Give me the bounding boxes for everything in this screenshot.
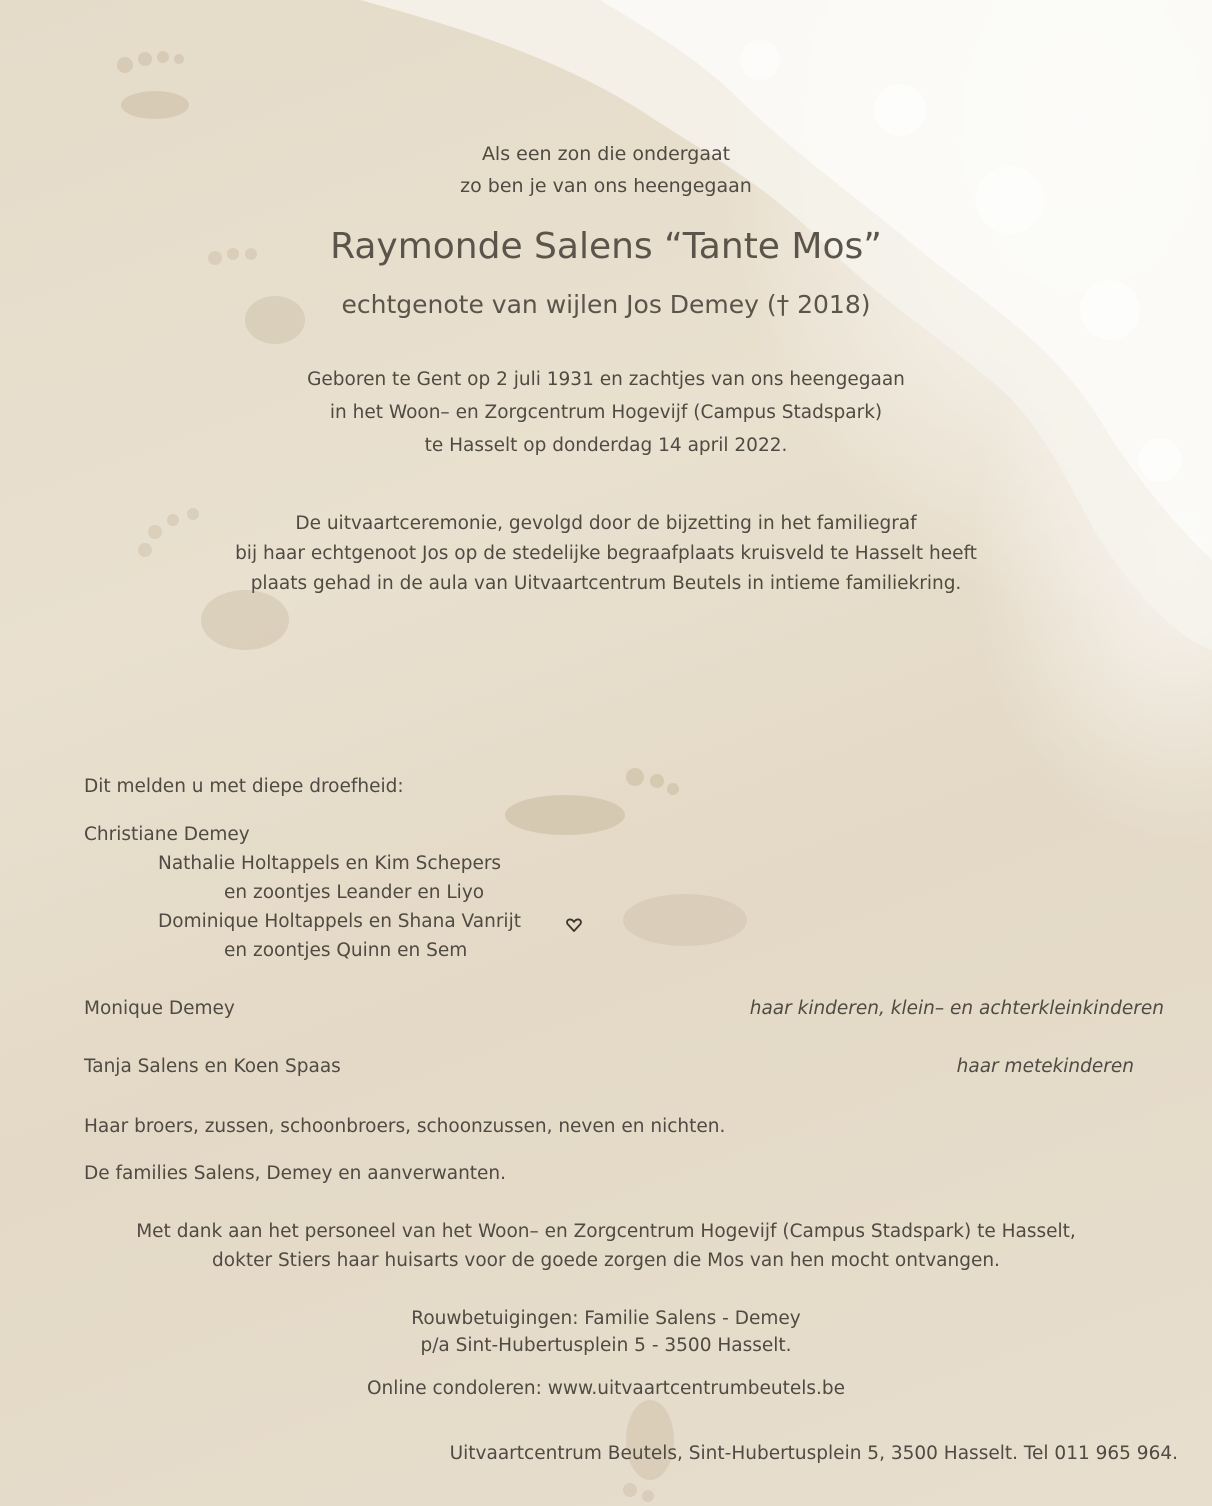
birth-line-3: te Hasselt op donderdag 14 april 2022. xyxy=(424,435,788,456)
families-line: De families Salens, Demey en aanverwanten. xyxy=(84,1163,507,1184)
grandchild-2: Dominique Holtappels en Shana Vanrijt xyxy=(158,911,521,932)
online-condolence: Online condoleren: www.uitvaartcentrumbeutels.be xyxy=(366,1378,846,1399)
footprint-icon xyxy=(495,765,695,855)
grandchild-1: Nathalie Holtappels en Kim Schepers xyxy=(158,853,502,874)
condolence-line-2: p/a Sint-Hubertusplein 5 - 3500 Hasselt. xyxy=(420,1335,792,1356)
footprint-icon xyxy=(610,860,760,980)
birth-line-1: Geboren te Gent op 2 juli 1931 en zachtjes van ons heengegaan xyxy=(307,369,905,390)
condolence-line-1: Rouwbetuigingen: Familie Salens - Demey xyxy=(411,1308,801,1329)
funeral-home-footer: Uitvaartcentrum Beutels, Sint-Hubertusplein 5, 3500 Hasselt. Tel 011 965 964. xyxy=(449,1443,1178,1464)
ceremony-line-3: plaats gehad in de aula van Uitvaartcentrum Beutels in intieme familiekring. xyxy=(250,573,962,594)
great-grandchildren-1: en zoontjes Leander en Liyo xyxy=(224,882,485,903)
footprint-icon xyxy=(95,35,205,125)
godchildren: Tanja Salens en Koen Spaas xyxy=(84,1056,341,1077)
poem-line-2: zo ben je van ons heengegaan xyxy=(460,175,752,197)
ceremony-line-2: bij haar echtgenoot Jos op de stedelijke begraafplaats kruisveld te Hasselt heeft xyxy=(235,543,977,564)
heart-outline-icon xyxy=(566,918,582,932)
thanks-line-2: dokter Stiers haar huisarts voor de goede zorgen die Mos van hen mocht ontvangen. xyxy=(212,1250,1000,1271)
spouse-line: echtgenote van wijlen Jos Demey († 2018) xyxy=(341,290,871,319)
deceased-name: Raymonde Salens “Tante Mos” xyxy=(330,226,882,267)
siblings-line: Haar broers, zussen, schoonbroers, schoonzussen, neven en nichten. xyxy=(84,1116,726,1137)
child-2: Monique Demey xyxy=(84,998,235,1019)
birth-line-2: in het Woon– en Zorgcentrum Hogevijf (Campus Stadspark) xyxy=(329,402,883,423)
poem-line-1: Als een zon die ondergaat xyxy=(481,143,731,165)
children-role: haar kinderen, klein– en achterkleinkinderen xyxy=(749,998,1164,1019)
announcement: Dit melden u met diepe droefheid: xyxy=(84,776,404,797)
godchildren-role: haar metekinderen xyxy=(956,1056,1134,1077)
child-1: Christiane Demey xyxy=(84,824,250,845)
thanks-line-1: Met dank aan het personeel van het Woon– en Zorgcentrum Hogevijf (Campus Stadspark) te Hasselt, xyxy=(136,1221,1076,1242)
great-grandchildren-2: en zoontjes Quinn en Sem xyxy=(224,940,468,961)
ceremony-line-1: De uitvaartceremonie, gevolgd door de bijzetting in het familiegraf xyxy=(295,513,917,534)
